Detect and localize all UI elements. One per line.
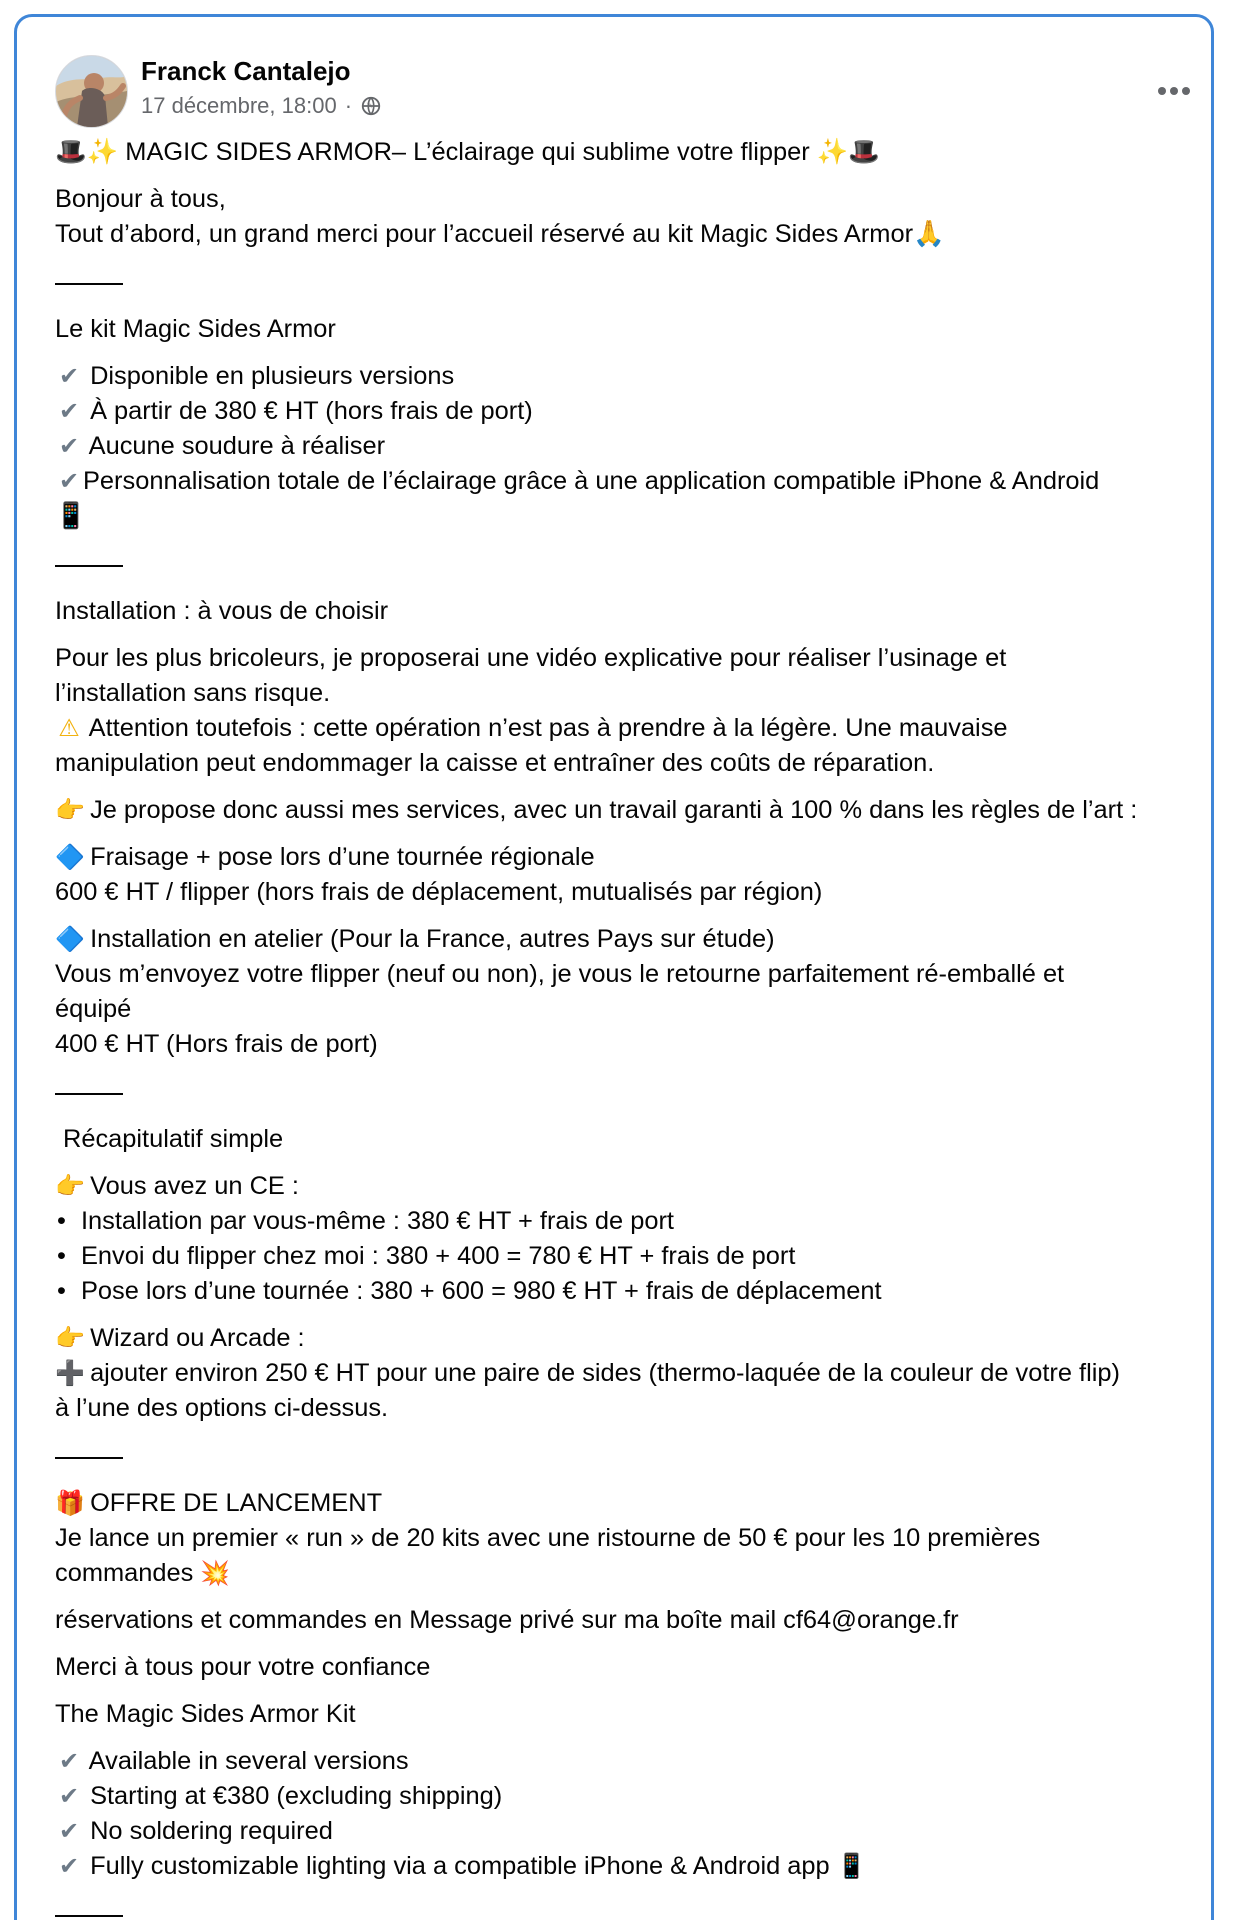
check-icon: ✔	[58, 432, 80, 460]
post-title-line	[55, 135, 1215, 170]
facebook-post-card	[14, 14, 1214, 1920]
section-divider	[55, 264, 1215, 312]
author-avatar-image	[56, 56, 127, 127]
post-meta	[141, 93, 382, 119]
list-item: • Pose lors d’une tournée : 380 + 600 = 980 € HT + frais de déplacement	[55, 1274, 1215, 1309]
list-item: ✔ À partir de 380 € HT (hors frais de port)	[55, 394, 1215, 429]
list-item: ✔ No soldering required	[55, 1814, 1215, 1849]
warning-line: ⚠ Attention toutefois : cette opération n’est pas à prendre à la légère. Une mauvaise	[55, 711, 1215, 746]
post-body	[55, 135, 1215, 1920]
greeting-text: Bonjour à tous,	[55, 185, 226, 213]
globe-icon	[360, 95, 382, 117]
divider-line	[55, 1093, 123, 1095]
launch-offer-paragraph: 🎁 OFFRE DE LANCEMENT Je lance un premier « run » de 20 kits avec une ristourne de 50 € pour les 10 premières commandes 💥	[55, 1486, 1215, 1591]
warning-icon: ⚠	[58, 714, 80, 742]
english-heading: The Magic Sides Armor Kit	[55, 1700, 356, 1728]
blue-diamond-icon: 🔷	[55, 843, 85, 871]
plus-icon: ➕	[55, 1359, 85, 1387]
summary-heading: Récapitulatif simple	[63, 1125, 284, 1153]
reservation-text: réservations et commandes en Message privé sur ma boîte mail cf64@orange.fr	[55, 1606, 959, 1634]
divider-line	[55, 1915, 123, 1917]
pointing-hand-icon: 👉	[55, 1324, 85, 1352]
list-item: ✔ Starting at €380 (excluding shipping)	[55, 1779, 1215, 1814]
installation-paragraph: Pour les plus bricoleurs, je proposerai une vidéo explicative pour réaliser l’usinage et l’installation sans risque. ⚠ Attention toutefois : cette opération n’est pas à prendre à la légère. Une mauvaise manipulation peut endommager la caisse et entraîner des coûts de réparation.	[55, 641, 1215, 781]
check-icon: ✔	[58, 362, 80, 390]
praying-hands-icon: 🙏	[913, 220, 945, 248]
post-title: MAGIC SIDES ARMOR– L’éclairage qui sublime votre flipper	[125, 138, 810, 166]
kit-feature-list	[55, 359, 1215, 534]
services-line: 👉 Je propose donc aussi mes services, avec un travail garanti à 100 % dans les règles de l’art :	[55, 793, 1215, 828]
list-item: • Envoi du flipper chez moi : 380 + 400 = 780 € HT + frais de port	[55, 1239, 1215, 1274]
check-icon: ✔	[58, 1747, 80, 1775]
kit-heading: Le kit Magic Sides Armor	[55, 315, 336, 343]
list-item: • Installation par vous-même : 380 € HT + frais de port	[55, 1204, 1215, 1239]
tour-option: 🔷 Fraisage + pose lors d’une tournée régionale 600 € HT / flipper (hors frais de déplacement, mutualisés par région)	[55, 840, 1215, 910]
thanks-text: Tout d’abord, un grand merci pour l’accueil réservé au kit Magic Sides Armor🙏	[55, 220, 945, 248]
section-divider	[55, 546, 1215, 594]
post-header	[55, 55, 1217, 127]
section-divider	[55, 1438, 1215, 1486]
check-icon: ✔	[58, 397, 80, 425]
author-name[interactable]: Franck Cantalejo	[141, 56, 351, 86]
list-item: ✔ Disponible en plusieurs versions	[55, 359, 1215, 394]
check-icon: ✔	[58, 1852, 80, 1880]
divider-line	[55, 283, 123, 285]
mobile-phone-icon: 📱	[836, 1852, 867, 1880]
section-divider	[55, 1074, 1215, 1122]
list-item: ✔ Fully customizable lighting via a compatible iPhone & Android app 📱	[55, 1849, 1215, 1884]
more-options-button[interactable]	[1150, 67, 1198, 115]
check-icon: ✔	[58, 1782, 80, 1810]
ce-options-list	[55, 1204, 1215, 1309]
post-timestamp[interactable]: 17 décembre, 18:00	[141, 93, 337, 118]
divider-line	[55, 1457, 123, 1459]
english-feature-list	[55, 1744, 1215, 1884]
gift-icon: 🎁	[55, 1489, 85, 1517]
pointing-hand-icon: 👉	[55, 1172, 85, 1200]
check-icon: ✔	[58, 467, 80, 495]
more-options-icon	[1157, 86, 1191, 96]
ce-heading-line: 👉 Vous avez un CE :	[55, 1169, 1215, 1204]
sparkles-top-hat-icon: ✨🎩	[816, 138, 880, 166]
top-hat-sparkles-icon: 🎩✨	[55, 138, 119, 166]
blue-diamond-icon: 🔷	[55, 925, 85, 953]
section-divider	[55, 1896, 1215, 1920]
meta-separator: ·	[344, 93, 353, 118]
list-item: ✔ Available in several versions	[55, 1744, 1215, 1779]
mobile-phone-icon: 📱	[55, 502, 87, 530]
check-icon: ✔	[58, 1817, 80, 1845]
collision-icon: 💥	[200, 1559, 231, 1587]
wizard-arcade-paragraph: 👉 Wizard ou Arcade : ➕ ajouter environ 250 € HT pour une paire de sides (thermo-laquée de la couleur de votre flip) à l’une des options ci-dessus.	[55, 1321, 1215, 1426]
pointing-hand-icon: 👉	[55, 796, 85, 824]
installation-heading: Installation : à vous de choisir	[55, 597, 389, 625]
author-avatar[interactable]	[55, 55, 128, 128]
closing-text: Merci à tous pour votre confiance	[55, 1653, 431, 1681]
list-item: ✔ Personnalisation totale de l’éclairage grâce à une application compatible iPhone & Android	[55, 464, 1215, 499]
divider-line	[55, 565, 123, 567]
greeting-paragraph	[55, 182, 1215, 252]
list-item: ✔ Aucune soudure à réaliser	[55, 429, 1215, 464]
workshop-option: 🔷 Installation en atelier (Pour la France, autres Pays sur étude) Vous m’envoyez votre flipper (neuf ou non), je vous le retourne parfaitement ré-emballé et équipé 400 € HT (Hors frais de port)	[55, 922, 1215, 1062]
